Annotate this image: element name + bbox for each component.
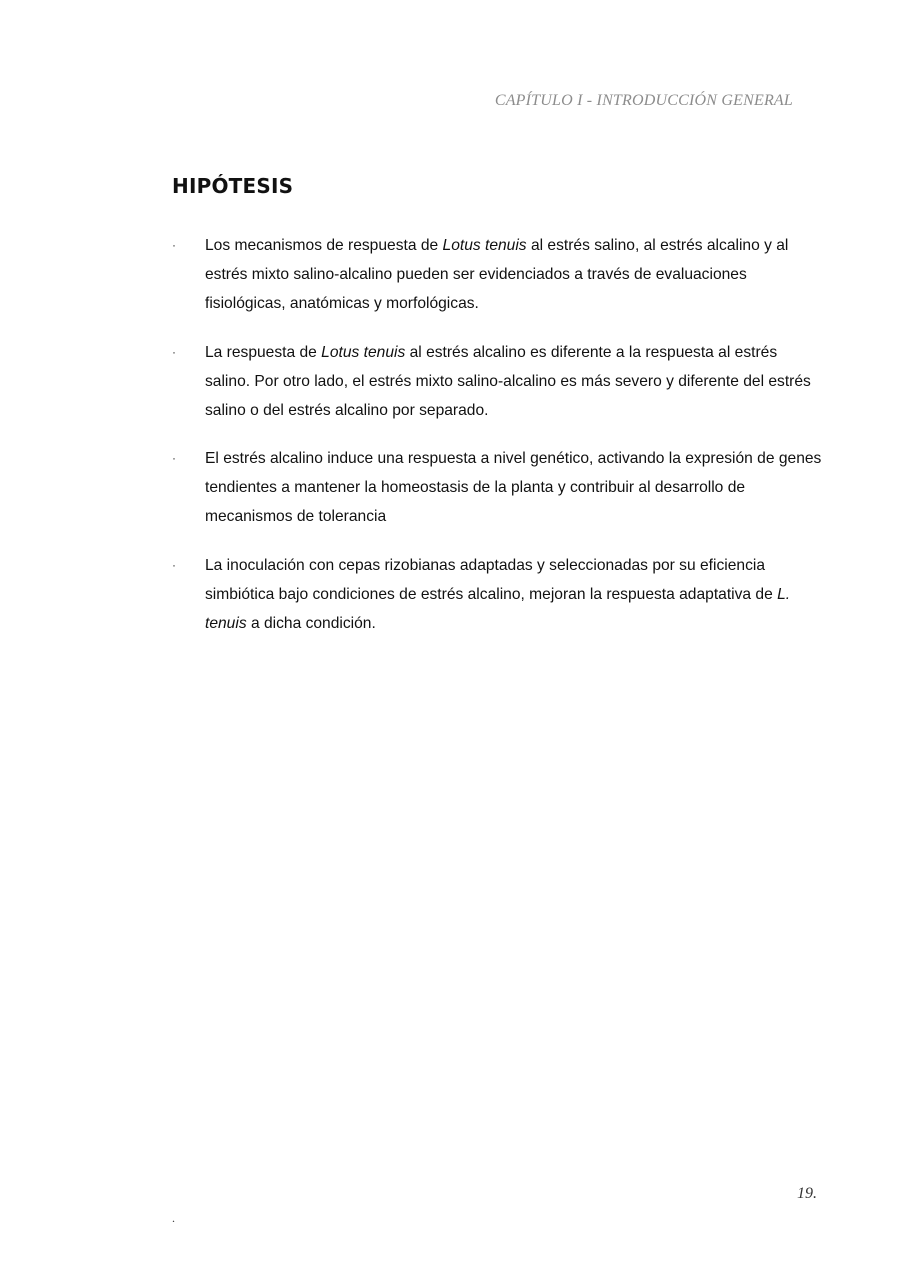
hypothesis-list: [172, 231, 822, 657]
hypothesis-item-3: [172, 444, 822, 531]
species-name: L. tenuis: [205, 585, 791, 632]
hypothesis-text: al estrés alcalino es diferente a la respuesta al estrés salino. Por otro lado, el estrés mixto salino-alcalino es más severo y diferente del estrés salino o del estrés alcalino por separado.: [205, 343, 811, 419]
bullet-icon: ·: [172, 238, 176, 252]
running-header: CAPÍTULO I - INTRODUCCIÓN GENERAL: [494, 92, 793, 109]
hypothesis-text: a dicha condición.: [246, 614, 376, 632]
species-name: Lotus tenuis: [321, 343, 406, 361]
hypothesis-text: El estrés alcalino induce una respuesta a nivel genético, activando la expresión de genes tendientes a mantener la homeostasis de la planta y contribuir al desarrollo de mecanismos de tolerancia: [205, 450, 822, 525]
hypothesis-item-4: [172, 551, 822, 638]
hypothesis-text: al estrés salino, al estrés alcalino y al estrés mixto salino-alcalino pueden ser evidenciados a través de evaluaciones fisiológicas, anatómicas y morfológicas.: [205, 237, 789, 312]
species-name: Lotus tenuis: [442, 237, 527, 254]
section-title: HIPÓTESIS: [172, 174, 294, 198]
footer-dot: .: [172, 1211, 175, 1225]
hypothesis-item-1: [172, 231, 822, 318]
hypothesis-text: Los mecanismos de respuesta de: [205, 237, 443, 254]
page-number: 19.: [797, 1185, 817, 1202]
hypothesis-text: La inoculación con cepas rizobianas adaptadas y seleccionadas por su eficiencia simbiótica bajo condiciones de estrés alcalino, mejoran la respuesta adaptativa de: [205, 556, 778, 603]
bullet-icon: ·: [172, 557, 176, 572]
hypothesis-item-2: [172, 338, 822, 425]
hypothesis-text: La respuesta de: [205, 343, 322, 361]
bullet-icon: ·: [172, 451, 176, 465]
bullet-icon: ·: [172, 344, 176, 359]
